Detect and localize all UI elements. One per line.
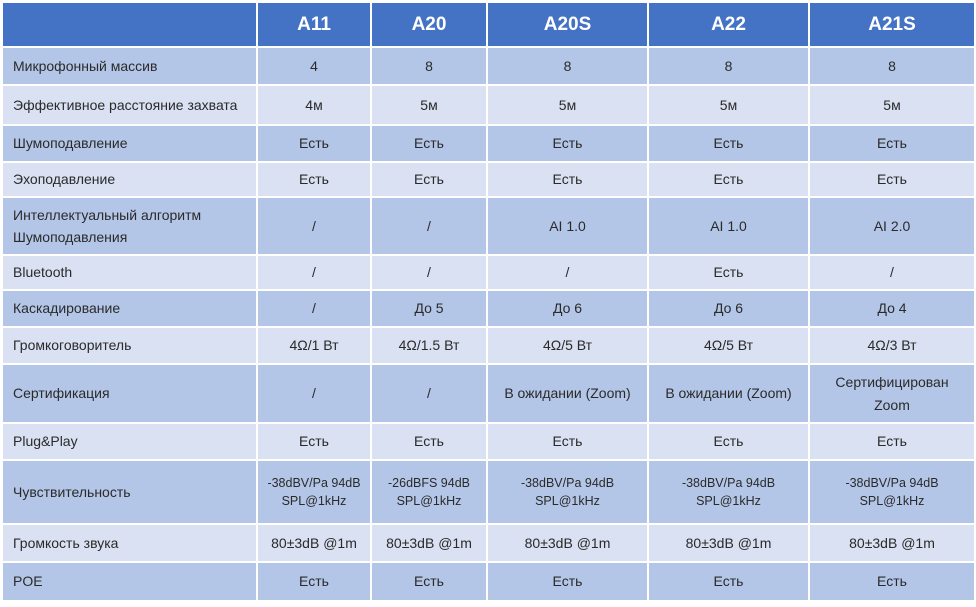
row-label: Каскадирование: [3, 291, 258, 328]
table-cell: AI 2.0: [810, 198, 974, 256]
table-row: [3, 424, 974, 461]
table-cell: 5м: [649, 86, 810, 126]
column-header-a21s: A21S: [810, 3, 974, 48]
table-cell: Есть: [810, 424, 974, 461]
table-row: [3, 365, 974, 424]
table-cell: Есть: [649, 163, 810, 198]
table-cell: 80±3dB @1m: [810, 525, 974, 563]
table-cell: 80±3dB @1m: [649, 525, 810, 563]
table-cell: 4: [258, 48, 372, 86]
table-cell: -38dBV/Pa 94dB SPL@1kHz: [488, 461, 649, 525]
table-cell: Есть: [488, 424, 649, 461]
column-header-a20s: A20S: [488, 3, 649, 48]
table-row: [3, 86, 974, 126]
table-cell: /: [488, 256, 649, 291]
table-cell: Есть: [258, 163, 372, 198]
table-row: [3, 328, 974, 365]
column-header-a20: A20: [372, 3, 488, 48]
table-cell: /: [372, 365, 488, 424]
table-cell: 80±3dB @1m: [488, 525, 649, 563]
table-cell: Есть: [372, 563, 488, 602]
row-label: Сертификация: [3, 365, 258, 424]
table-cell: Сертифицирован Zoom: [810, 365, 974, 424]
table-cell: Есть: [649, 126, 810, 163]
row-label: Чувствительность: [3, 461, 258, 525]
table-cell: Есть: [649, 256, 810, 291]
row-label: Эхоподавление: [3, 163, 258, 198]
header-row: [3, 3, 974, 48]
table-cell: 8: [488, 48, 649, 86]
table-cell: 4Ω/1.5 Вт: [372, 328, 488, 365]
row-label: Шумоподавление: [3, 126, 258, 163]
table-cell: Есть: [810, 126, 974, 163]
table-cell: 5м: [488, 86, 649, 126]
table-cell: 80±3dB @1m: [258, 525, 372, 563]
table-cell: AI 1.0: [488, 198, 649, 256]
table-cell: 4Ω/1 Вт: [258, 328, 372, 365]
table-row: [3, 563, 974, 602]
table-cell: /: [258, 198, 372, 256]
table-cell: /: [258, 365, 372, 424]
table-cell: Есть: [258, 424, 372, 461]
table-row: [3, 48, 974, 86]
table-cell: /: [258, 256, 372, 291]
table-cell: /: [372, 198, 488, 256]
table-row: [3, 461, 974, 525]
table-cell: Есть: [258, 563, 372, 602]
table-cell: 80±3dB @1m: [372, 525, 488, 563]
column-header-a22: A22: [649, 3, 810, 48]
table-cell: -38dBV/Pa 94dB SPL@1kHz: [649, 461, 810, 525]
row-label: Интеллектуальный алгоритм Шумоподавления: [3, 198, 258, 256]
comparison-table: [3, 3, 974, 602]
table-cell: Есть: [649, 563, 810, 602]
table-cell: В ожидании (Zoom): [649, 365, 810, 424]
table-cell: До 6: [649, 291, 810, 328]
table-row: [3, 163, 974, 198]
table-cell: Есть: [649, 424, 810, 461]
table-cell: Есть: [488, 126, 649, 163]
table-cell: 4Ω/5 Вт: [649, 328, 810, 365]
table-cell: /: [372, 256, 488, 291]
table-cell: До 5: [372, 291, 488, 328]
table-cell: Есть: [810, 563, 974, 602]
table-cell: Есть: [488, 163, 649, 198]
table-cell: Есть: [372, 126, 488, 163]
row-label: Громкость звука: [3, 525, 258, 563]
row-label: Plug&Play: [3, 424, 258, 461]
table-cell: Есть: [372, 424, 488, 461]
table-row: [3, 198, 974, 256]
table-row: [3, 256, 974, 291]
table-cell: -38dBV/Pa 94dB SPL@1kHz: [810, 461, 974, 525]
table-cell: 8: [372, 48, 488, 86]
table-cell: Есть: [372, 163, 488, 198]
table-cell: Есть: [810, 163, 974, 198]
table-cell: До 6: [488, 291, 649, 328]
row-label: POE: [3, 563, 258, 602]
table-row: [3, 525, 974, 563]
table-cell: Есть: [488, 563, 649, 602]
table-cell: 8: [810, 48, 974, 86]
table-cell: 4м: [258, 86, 372, 126]
table-cell: -38dBV/Pa 94dB SPL@1kHz: [258, 461, 372, 525]
table-row: [3, 126, 974, 163]
table-cell: -26dBFS 94dB SPL@1kHz: [372, 461, 488, 525]
header-corner-cell: [3, 3, 258, 48]
table-cell: До 4: [810, 291, 974, 328]
table-cell: 8: [649, 48, 810, 86]
row-label: Микрофонный массив: [3, 48, 258, 86]
table-cell: 5м: [810, 86, 974, 126]
table-cell: 4Ω/5 Вт: [488, 328, 649, 365]
table-cell: AI 1.0: [649, 198, 810, 256]
row-label: Bluetooth: [3, 256, 258, 291]
table-cell: В ожидании (Zoom): [488, 365, 649, 424]
table-cell: 5м: [372, 86, 488, 126]
column-header-a11: A11: [258, 3, 372, 48]
table-cell: /: [258, 291, 372, 328]
table-cell: /: [810, 256, 974, 291]
row-label: Эффективное расстояние захвата: [3, 86, 258, 126]
table-cell: 4Ω/3 Вт: [810, 328, 974, 365]
row-label: Громкоговоритель: [3, 328, 258, 365]
table-row: [3, 291, 974, 328]
table-cell: Есть: [258, 126, 372, 163]
